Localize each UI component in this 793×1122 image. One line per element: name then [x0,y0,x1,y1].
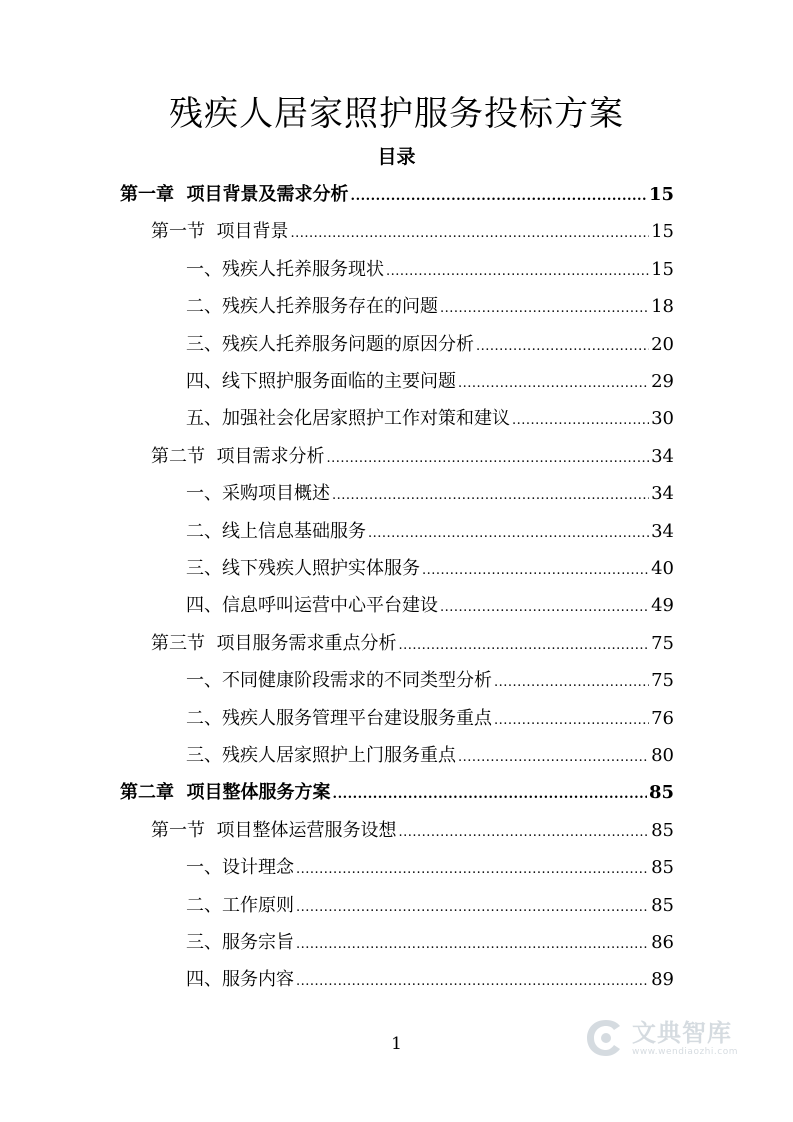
page-number: 1 [391,1034,402,1054]
toc-dot-leader [440,290,649,327]
toc-entry-page: 30 [651,408,674,430]
toc-entry-page: 15 [648,184,674,205]
toc-entry[interactable] [151,625,674,662]
toc-entry-title: 二、残疾人服务管理平台建设服务重点 [186,707,492,729]
toc-entry-page: 34 [651,445,674,467]
toc-entry[interactable] [186,887,674,924]
watermark-text: 文典智库 [632,1019,732,1047]
toc-dot-leader [296,851,649,888]
toc-entry-title: 二、线上信息基础服务 [186,520,366,542]
toc-entry[interactable] [186,475,674,512]
toc-entry-page: 85 [651,894,674,916]
toc-entry-title: 二、工作原则 [186,894,294,916]
toc-dot-leader [476,328,649,365]
toc-entry-page: 40 [651,558,674,579]
toc-entry-title: 四、服务内容 [186,969,294,991]
toc-dot-leader [458,739,649,776]
toc-dot-leader [458,365,649,402]
toc-dot-leader [398,814,649,851]
toc-dot-leader [296,889,649,926]
toc-entry[interactable] [186,924,674,961]
toc-entry-title: 第一节 项目背景 [151,221,289,243]
toc-entry[interactable] [186,363,674,400]
toc-entry-page: 49 [651,595,674,617]
toc-dot-leader [296,963,649,1000]
toc-entry-title: 第二章 项目整体服务方案 [120,782,331,804]
toc-dot-leader [512,402,649,439]
toc-entry-title: 第二节 项目需求分析 [151,445,325,467]
toc-entry[interactable] [186,961,674,998]
toc-dot-leader [296,926,649,963]
toc-entry-page: 15 [651,221,674,243]
toc-entry[interactable] [186,513,674,550]
toc-dot-leader [386,253,649,290]
toc-entry-page: 85 [648,782,674,804]
toc-entry-page: 76 [651,707,674,729]
toc-entry-page: 85 [651,857,674,879]
toc-entry-title: 第三节 项目服务需求重点分析 [151,632,397,654]
toc-entry-page: 80 [651,745,674,766]
toc-entry-title: 四、信息呼叫运营中心平台建设 [186,595,438,617]
toc-entry[interactable] [186,288,674,325]
watermark [584,1018,738,1058]
toc-entry-page: 75 [651,632,674,654]
toc-entry-page: 18 [651,296,674,318]
toc-entry-title: 一、设计理念 [186,857,294,879]
toc-entry[interactable] [120,176,674,213]
toc-entry[interactable] [186,251,674,288]
toc-entry-title: 三、服务宗旨 [186,932,294,953]
toc-dot-leader [422,552,649,589]
toc-entry-page: 20 [651,333,674,355]
toc-dot-leader [290,215,649,252]
toc-entry-title: 一、残疾人托养服务现状 [186,258,384,280]
toc-dot-leader [333,776,647,813]
toc-heading: 目录 [377,146,416,168]
toc-entry-title: 二、残疾人托养服务存在的问题 [186,296,438,318]
toc-entry[interactable] [186,550,674,587]
watermark-url: www.wendiaozhi.com [632,1047,738,1057]
toc-entry-page: 75 [651,670,674,692]
toc-entry-page: 85 [651,819,674,841]
toc-entry-title: 五、加强社会化居家照护工作对策和建议 [186,408,510,430]
toc-dot-leader [494,664,649,701]
toc-entry-page: 29 [651,371,674,392]
toc-entry[interactable] [186,700,674,737]
toc-dot-leader [494,702,649,739]
toc-entry-title: 第一章 项目背景及需求分析 [120,184,349,205]
toc-entry[interactable] [151,812,674,849]
toc-dot-leader [326,440,649,477]
toc-entry[interactable] [186,587,674,624]
toc-dot-leader [398,627,649,664]
toc-entry-page: 86 [651,932,674,953]
toc-entry[interactable] [186,849,674,886]
toc-entry-page: 89 [651,969,674,991]
toc-dot-leader [440,589,649,626]
toc-entry[interactable] [151,438,674,475]
toc-entry-title: 第一节 项目整体运营服务设想 [151,819,397,841]
watermark-logo-icon [584,1018,628,1058]
toc-entry-title: 一、不同健康阶段需求的不同类型分析 [186,670,492,692]
toc-entry[interactable] [186,737,674,774]
toc-dot-leader [332,477,649,514]
toc-entry-title: 四、线下照护服务面临的主要问题 [186,371,456,392]
document-title: 残疾人居家照护服务投标方案 [169,94,624,134]
toc-entry-title: 三、残疾人托养服务问题的原因分析 [186,333,474,355]
toc-entry[interactable] [186,326,674,363]
toc-entry[interactable] [151,213,674,250]
toc-entry[interactable] [120,774,674,811]
toc-entry-title: 一、采购项目概述 [186,483,330,505]
toc-entry-page: 15 [651,258,674,280]
toc-entry-page: 34 [651,483,674,505]
toc-entry-title: 三、残疾人居家照护上门服务重点 [186,745,456,766]
toc-entry-title: 三、线下残疾人照护实体服务 [186,558,420,579]
toc-entry[interactable] [186,662,674,699]
toc-entry-page: 34 [651,520,674,542]
toc-dot-leader [368,515,649,552]
toc-entry[interactable] [186,400,674,437]
toc-dot-leader [351,178,647,215]
